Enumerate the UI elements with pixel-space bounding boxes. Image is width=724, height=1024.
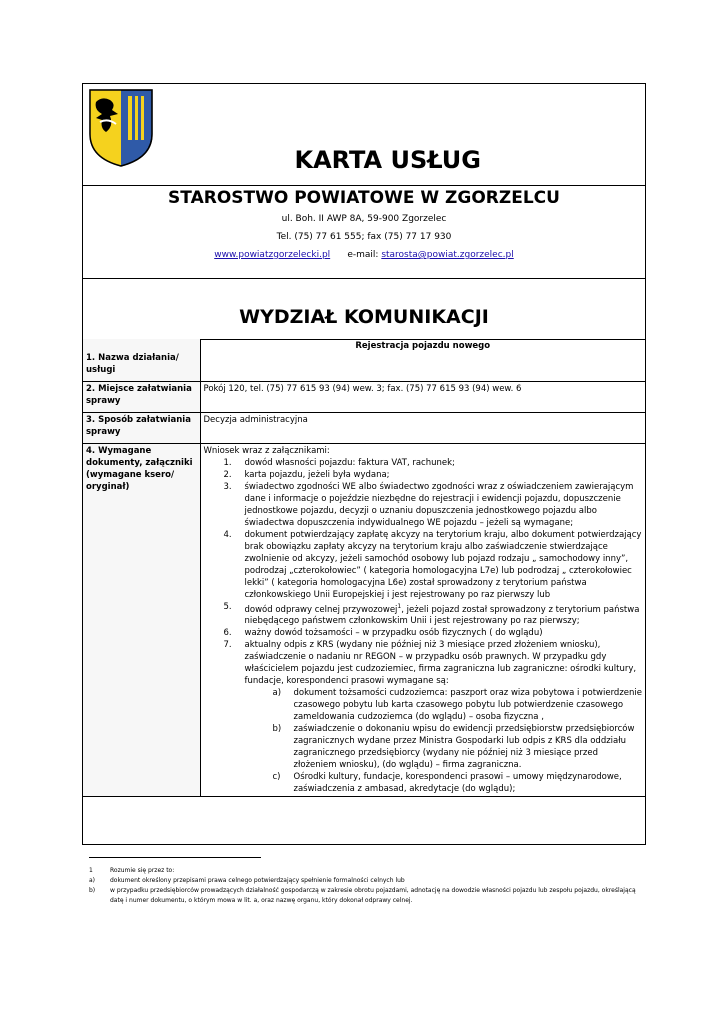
list-item: b) zaświadczenie o dokonaniu wpisu do ewidencji przedsiębiorstw przedsiębiorców zagranicznych wydane przez Ministra Gospodarki lub odpis z KRS dla oddziału zagranicznego przedsiębiorcy (wydany nie później niż 3 miesiące przed złożeniem wniosku), (do wglądu) – firma zagraniczna. [272, 724, 635, 771]
service-card [82, 83, 646, 845]
office-name: STAROSTWO POWIATOWE W ZGORZELCU [168, 188, 560, 208]
email-link[interactable]: starosta@powiat.zgorzelec.pl [381, 250, 514, 260]
list-item: 6. ważny dowód tożsamości – w przypadku osób fizycznych ( do wglądu) [223, 628, 543, 639]
row-method [83, 412, 645, 443]
method-value: Decyzja administracyjna [200, 412, 645, 443]
documents-list [204, 457, 643, 688]
card-title: KARTA USŁUG [294, 146, 481, 174]
footnote-ref: 1 [397, 602, 402, 610]
documents-intro: Wniosek wraz z załącznikami: [203, 445, 330, 456]
office-address: ul. Boh. II AWP 8A, 59-900 Zgorzelec [281, 214, 447, 224]
header [83, 84, 645, 186]
method-label: 3. Sposób załatwiania sprawy [83, 412, 200, 443]
coat-of-arms-icon [88, 88, 154, 168]
row-service-name [83, 339, 645, 381]
email-label: e-mail: [347, 250, 379, 260]
list-item: 7. aktualny odpis z KRS (wydany nie później niż 3 miesiące przed złożeniem wniosku), zaświadczenie o nadaniu nr REGON – w przypadku osób prawnych. W przypadku gdy właścicielem pojazdu jest cudzoziemiec, firma zagraniczna lub zagraniczne: ośrodki kultury, fundacje, korespondenci prasowi wymagane są: [223, 640, 637, 687]
footnotes [89, 866, 649, 906]
office-contact [83, 249, 645, 262]
list-item: 2. karta pojazdu, jeżeli była wydana; [223, 469, 390, 480]
list-item: 1. dowód własności pojazdu: faktura VAT, rachunek; [223, 457, 455, 468]
footnote-divider [89, 857, 261, 858]
row-place [83, 381, 645, 412]
list-item: 5. dowód odprawy celnej przywozowej$^1$, jeżeli pojazd został sprowadzony z terytorium państwa niebędącego państwem członkowskim Unii i jest rejestrowany po raz pierwszy; [223, 601, 640, 627]
place-label: 2. Miejsce załatwiania sprawy [83, 381, 200, 412]
office-info [83, 185, 645, 279]
office-phone: Tel. (75) 77 61 555; fax (75) 77 17 930 [276, 232, 452, 242]
department-name: WYDZIAŁ KOMUNIKACJI [239, 306, 489, 328]
footnote-intro: 1 Rozumie się przez to: [89, 867, 175, 874]
list-item: 4. dokument potwierdzający zapłatę akcyzy na terytorium kraju, albo dokument potwierdzający brak obowiązku zapłaty akcyzy na terytorium kraju albo zaświadczenie stwierdzające zwolnienie od akcyzy, jeżeli samochód osobowy lub pojazd rodzaju „ samochodowy inny”, podrodzaj „czterokołowiec” ( kategoria homologacyjna L7e) lub podrodzaj „ czterokołowiec lekki” ( kategoria homologacyjna L6e) został sprowadzony z terytorium państwa członkowskiego Unii Europejskiej i jest rejestrowany po raz pierwszy lub [223, 529, 642, 600]
list-item: c) Ośrodki kultury, fundacje, korespondenci prasowi – umowy międzynarodowe, zaświadczenia z ambasad, akredytacje (do wglądu); [272, 772, 622, 795]
documents-label: 4. Wymagane dokumenty, załączniki (wymagane ksero/ oryginał) [83, 443, 200, 797]
documents-value [200, 443, 645, 797]
website-link[interactable]: www.powiatzgorzelecki.pl [214, 250, 331, 260]
list-item: 3. świadectwo zgodności WE albo świadectwo zgodności wraz z oświadczeniem zawierającym dane i informacje o pojeździe niezbędne do rejestracji i ewidencji pojazdu, dopuszczenie jednostkowe pojazdu, decyzji o uznaniu dopuszczenia jednostkowego pojazdu albo świadectwa dopuszczenia indywidualnego WE pojazdu – jeżeli są wymagane; [223, 481, 634, 528]
list-item: a) dokument tożsamości cudzoziemca: paszport oraz wiza pobytowa i potwierdzenie czasowego pobytu lub karta czasowego pobytu lub potwierdzenie czasowego zameldowania cudzoziemca (do wglądu) – osoba fizyczna , [272, 688, 642, 723]
department [83, 278, 645, 340]
details-table [83, 339, 645, 797]
service-name-label: 1. Nazwa działania/ usługi [83, 339, 200, 381]
footnote-item: a) dokument określony przepisami prawa celnego potwierdzający spełnienie formalności celnych lub [89, 877, 405, 884]
sub-documents-list [204, 687, 643, 795]
footnote-item: b) w przypadku przedsiębiorców prowadzących działalność gospodarczą w zakresie obrotu pojazdami, adnotację na dowodzie własności pojazdu lub zespołu pojazdu, określającą datę i numer dokumentu, o którym mowa w lit. a, oraz nazwę organu, który dokonał odprawy celnej. [89, 887, 636, 904]
place-value: Pokój 120, tel. (75) 77 615 93 (94) wew. 3; fax. (75) 77 615 93 (94) wew. 6 [200, 381, 645, 412]
service-name-value: Rejestracja pojazdu nowego [200, 339, 645, 381]
row-documents [83, 443, 645, 797]
